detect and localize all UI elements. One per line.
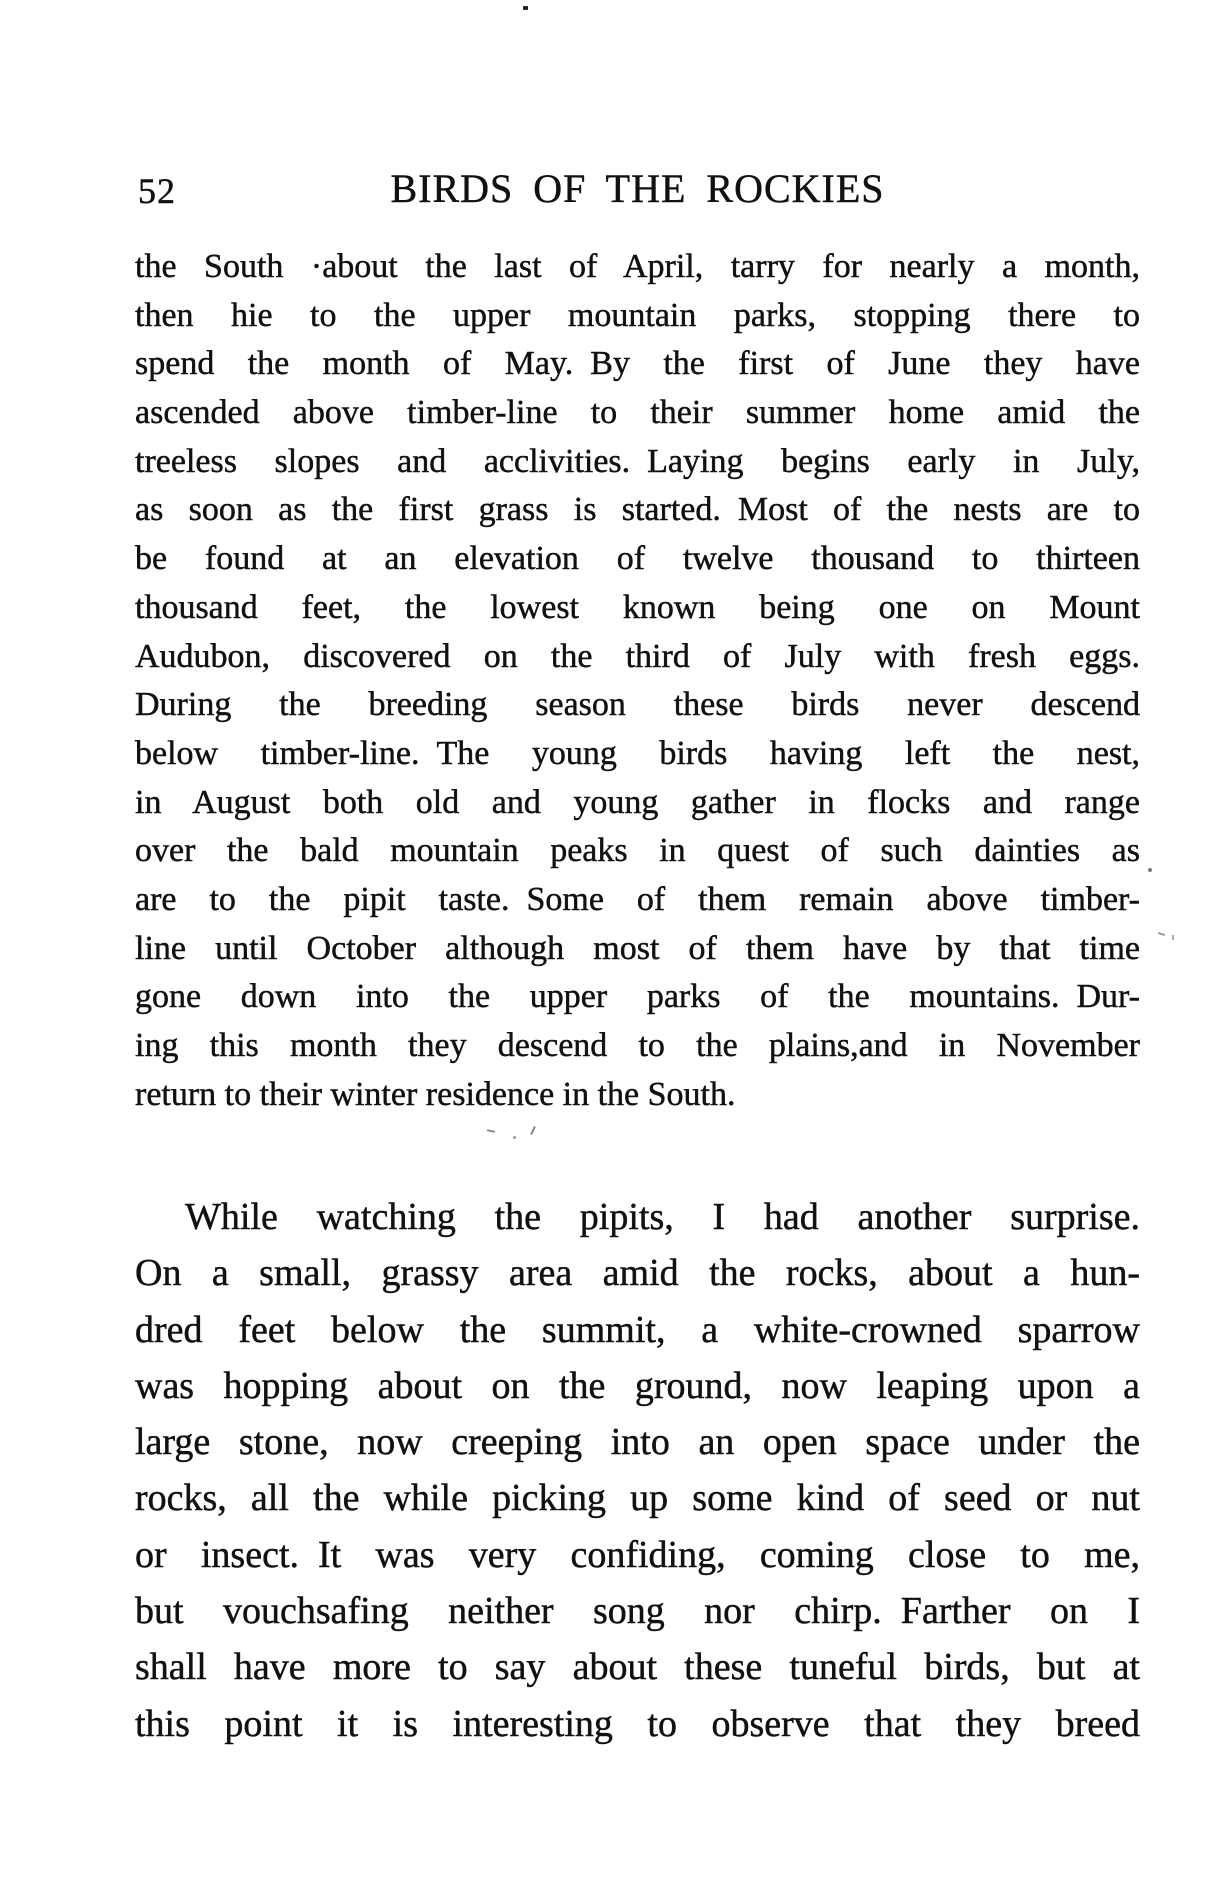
- text-line: While watching the pipits, I had another surprise.: [185, 1196, 1140, 1238]
- text-line: as soon as the first grass is started. Most of the nests are to: [135, 491, 1140, 529]
- text-line: treeless slopes and acclivities. Laying begins early in July,: [135, 442, 1140, 480]
- text-line: gone down into the upper parks of the mountains. Dur-: [135, 978, 1140, 1016]
- text-line: be found at an elevation of twelve thousand to thirteen: [135, 540, 1140, 578]
- text-line: On a small, grassy area amid the rocks, about a hun-: [135, 1252, 1140, 1295]
- text-line: then hie to the upper mountain parks, stopping there to: [135, 296, 1140, 334]
- text-line: the South ·about the last of April, tarry for nearly a month,: [135, 248, 1140, 285]
- text-line: During the breeding season these birds never descend: [135, 686, 1140, 724]
- text-line: or insect. It was very confiding, coming close to me,: [135, 1533, 1140, 1576]
- text-line: Audubon, discovered on the third of July with fresh eggs.: [135, 637, 1140, 675]
- paragraph-1: [135, 243, 1140, 1119]
- page-number: 52: [138, 171, 176, 211]
- scan-artifact: [487, 1129, 495, 1133]
- text-line: thousand feet, the lowest known being one on Mount: [135, 588, 1140, 626]
- text-line: rocks, all the while picking up some kind of seed or nut: [135, 1477, 1140, 1520]
- running-header: [135, 166, 1140, 212]
- scan-artifact: [513, 1136, 516, 1139]
- text-line: spend the month of May. By the first of June they have: [135, 345, 1140, 383]
- scan-artifact: [530, 1126, 536, 1135]
- scan-speck: [523, 6, 528, 10]
- scan-speck: [1148, 868, 1152, 872]
- text-line: below timber-line. The young birds having left the nest,: [135, 734, 1140, 772]
- text-line: dred feet below the summit, a white-crowned sparrow: [135, 1308, 1140, 1351]
- text-line: return to their winter residence in the South.: [135, 1075, 736, 1113]
- text-line: ing this month they descend to the plains,and in November: [135, 1027, 1140, 1064]
- paragraph-2: [135, 1189, 1140, 1752]
- running-header-title: BIRDS OF THE ROCKIES: [390, 166, 885, 211]
- text-line: but vouchsafing neither song nor chirp. Farther on I: [135, 1590, 1140, 1633]
- text-line: over the bald mountain peaks in quest of such dainties as: [135, 832, 1140, 870]
- text-line: ascended above timber-line to their summer home amid the: [135, 394, 1140, 432]
- text-line: this point it is interesting to observe that they breed: [135, 1702, 1140, 1745]
- text-line: line until October although most of them have by that time: [135, 929, 1140, 967]
- text-line: shall have more to say about these tuneful birds, but at: [135, 1646, 1140, 1689]
- text-line: in August both old and young gather in flocks and range: [135, 783, 1140, 821]
- text-line: was hopping about on the ground, now leaping upon a: [135, 1364, 1140, 1407]
- text-line: are to the pipit taste. Some of them remain above timber-: [135, 880, 1140, 918]
- scan-artifact: [1158, 932, 1165, 936]
- text-line: large stone, now creeping into an open space under the: [135, 1421, 1140, 1464]
- scan-artifact: [1172, 935, 1174, 940]
